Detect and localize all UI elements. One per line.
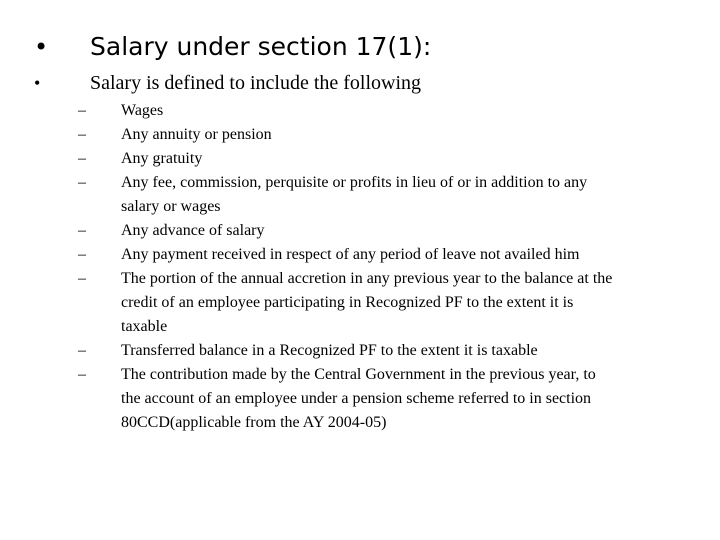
- list-item: [78, 243, 690, 267]
- dash-icon: –: [78, 246, 86, 263]
- list-item: [78, 147, 690, 171]
- list-item: [78, 363, 690, 435]
- list-item-text: The contribution made by the Central Government in the previous year, to: [121, 366, 596, 383]
- list-item-text: Any payment received in respect of any period of leave not availed him: [121, 246, 580, 263]
- list-item-text: Any fee, commission, perquisite or profits in lieu of or in addition to any: [121, 174, 588, 191]
- dash-icon: –: [78, 150, 86, 167]
- list-item-text: The portion of the annual accretion in any previous year to the balance at the: [121, 270, 613, 287]
- salary-component-list: [78, 99, 690, 435]
- bullet-icon: •: [34, 73, 41, 93]
- list-item-text: credit of an employee participating in Recognized PF to the extent it is: [121, 294, 574, 311]
- slide-heading: Salary under section 17(1):: [90, 32, 432, 61]
- dash-icon: –: [78, 270, 86, 287]
- list-item-text: Any annuity or pension: [121, 126, 272, 143]
- bullet-icon: •: [34, 33, 49, 61]
- list-item: [78, 267, 690, 339]
- list-item: [78, 99, 690, 123]
- dash-icon: –: [78, 126, 86, 143]
- list-item-text: Transferred balance in a Recognized PF to the extent it is taxable: [121, 342, 538, 359]
- list-item-text: 80CCD(applicable from the AY 2004-05): [121, 414, 387, 431]
- list-item-text: Any gratuity: [121, 150, 203, 167]
- list-item-text: Wages: [121, 102, 164, 119]
- dash-icon: –: [78, 102, 86, 119]
- list-item-text: Any advance of salary: [121, 222, 265, 239]
- list-item: [78, 219, 690, 243]
- list-item: [78, 123, 690, 147]
- list-item: [78, 339, 690, 363]
- list-item-text: salary or wages: [121, 198, 221, 215]
- list-item-text: taxable: [121, 318, 168, 335]
- list-item: [78, 171, 690, 219]
- dash-icon: –: [78, 366, 86, 383]
- list-item-text: the account of an employee under a pension scheme referred to in section: [121, 390, 592, 407]
- intro-text: Salary is defined to include the following: [90, 72, 422, 94]
- dash-icon: –: [78, 222, 86, 239]
- dash-icon: –: [78, 342, 86, 359]
- dash-icon: –: [78, 174, 86, 191]
